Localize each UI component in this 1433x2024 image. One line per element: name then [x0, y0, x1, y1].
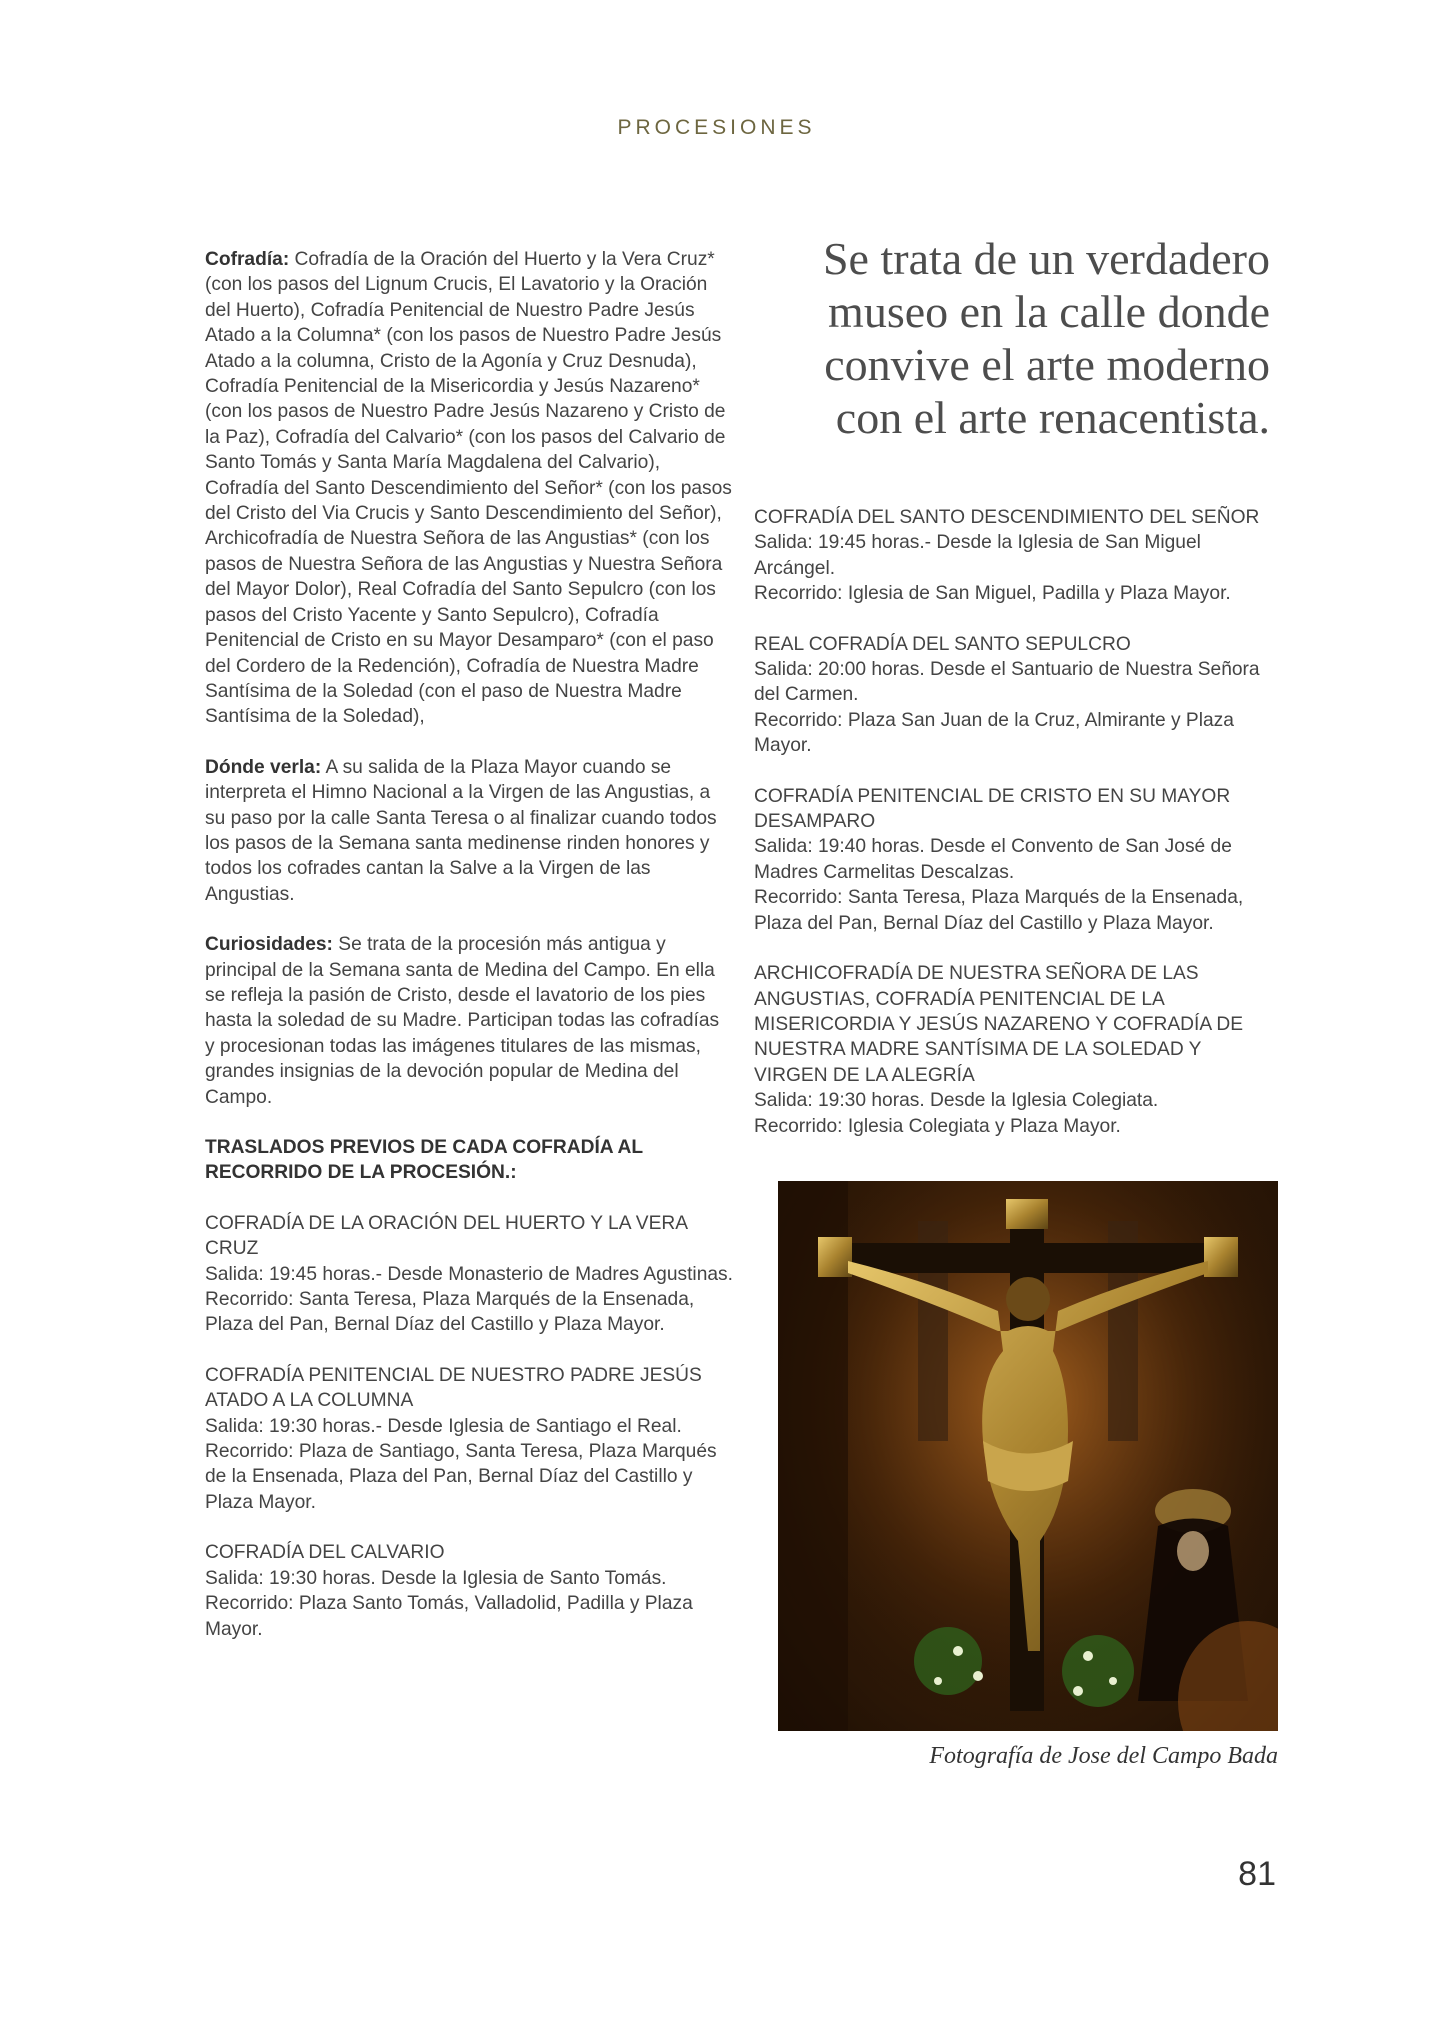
entry-recorrido: Recorrido: Santa Teresa, Plaza Marqués de la Ensenada, Plaza del Pan, Bernal Díaz del Castillo y Plaza Mayor. — [205, 1289, 695, 1336]
curiosidades-text: Se trata de la procesión más antigua y principal de la Semana santa de Medina del Campo. En ella se refleja la pasión de Cristo, desde el lavatorio de los pies hasta la soledad de su Madre. Participan todas las cofradías y procesionan todas las imágenes titulares de las mismas, grandes insignias de la devoción popular de Medina del Campo. — [205, 934, 720, 1108]
entry-salida: Salida: 19:45 horas.- Desde la Iglesia de San Miguel Arcángel. — [754, 532, 1201, 579]
cofradia-paragraph — [205, 247, 733, 730]
entry-recorrido: Recorrido: Plaza Santo Tomás, Valladolid, Padilla y Plaza Mayor. — [205, 1593, 693, 1640]
entry-salida: Salida: 19:45 horas.- Desde Monasterio de Madres Agustinas. — [205, 1263, 733, 1285]
cofradia-label: Cofradía: — [205, 249, 290, 270]
left-entry — [205, 1363, 733, 1515]
entry-salida: Salida: 19:30 horas. Desde la Iglesia de Santo Tomás. — [205, 1567, 667, 1589]
entry-name: COFRADÍA PENITENCIAL DE NUESTRO PADRE JESÚS ATADO A LA COLUMNA — [205, 1364, 702, 1412]
entry-recorrido: Recorrido: Santa Teresa, Plaza Marqués de la Ensenada, Plaza del Pan, Bernal Díaz del Castillo y Plaza Mayor. — [754, 887, 1244, 934]
crucifix-photo — [778, 1181, 1278, 1731]
entry-salida: Salida: 20:00 horas. Desde el Santuario de Nuestra Señora del Carmen. — [754, 659, 1260, 706]
left-entry — [205, 1540, 733, 1642]
donde-label: Dónde verla: — [205, 756, 322, 778]
entry-recorrido: Recorrido: Plaza de Santiago, Santa Teresa, Plaza Marqués de la Ensenada, Plaza del Pan, Bernal Díaz del Castillo y Plaza Mayor. — [205, 1441, 717, 1513]
traslados-heading: TRASLADOS PREVIOS DE CADA COFRADÍA AL RECORRIDO DE LA PROCESIÓN.: — [205, 1137, 643, 1184]
entry-salida: Salida: 19:30 horas. Desde la Iglesia Colegiata. — [754, 1090, 1159, 1112]
entry-name: REAL COFRADÍA DEL SANTO SEPULCRO — [754, 633, 1131, 655]
entry-salida: Salida: 19:40 horas. Desde el Convento de San José de Madres Carmelitas Descalzas. — [754, 836, 1232, 883]
curiosidades-paragraph — [205, 932, 733, 1110]
donde-text: A su salida de la Plaza Mayor cuando se interpreta el Himno Nacional a la Virgen de las Angustias, a su paso por la calle Santa Teresa o al finalizar cuando todos los pasos de la Semana santa medinense rinden honores y todos los cofrades cantan la Salve a la Virgen de las Angustias. — [205, 756, 717, 905]
entry-recorrido: Recorrido: Plaza San Juan de la Cruz, Almirante y Plaza Mayor. — [754, 709, 1234, 757]
right-entry — [754, 784, 1274, 936]
entry-name: COFRADÍA PENITENCIAL DE CRISTO EN SU MAYOR DESAMPARO — [754, 785, 1231, 833]
right-entry — [754, 505, 1274, 607]
cofradia-text: Cofradía de la Oración del Huerto y la Vera Cruz* (con los pasos del Lignum Crucis, El Lavatorio y la Oración del Huerto), Cofradía Penitencial de Nuestro Padre Jesús Atado a la Columna* (con los pasos de Nuestro Padre Jesús Atado a la columna, Cristo de la Agonía y Cruz Desnuda), Cofradía Penitencial de la Misericordia y Jesús Nazareno* (con los pasos de Nuestro Padre Jesús Nazareno y Cristo de la Paz), Cofradía del Calvario* (con los pasos del Calvario de Santo Tomás y Santa María Magdalena del Calvario), Cofradía del Santo Descendimiento del Señor* (con los pasos del Cristo del Via Crucis y Santo Descendimiento del Señor), Archicofradía de Nuestra Señora de las Angustias* (con los pasos de Nuestra Señora de las Angustias y Nuestra Señora del Mayor Dolor), Real Cofradía del Santo Sepulcro (con los pasos del Cristo Yacente y Santo Sepulcro), Cofradía Penitencial de Cristo en su Mayor Desamparo* (con el paso del Cordero de la Redención), Cofradía de Nuestra Madre Santísima de la Soledad (con el paso de Nuestra Madre Santísima de la Soledad), — [205, 249, 732, 728]
right-entry — [754, 961, 1274, 1139]
entry-name: COFRADÍA DEL CALVARIO — [205, 1542, 445, 1564]
pull-quote-line: con el arte renacentista. — [835, 392, 1270, 443]
section-header: PROCESIONES — [617, 116, 816, 139]
left-entry — [205, 1211, 733, 1338]
left-column — [205, 247, 733, 1667]
pull-quote-line: museo en la calle donde — [828, 286, 1270, 337]
pull-quote-line: convive el arte moderno — [824, 339, 1270, 390]
donde-paragraph — [205, 755, 733, 907]
photo-caption: Fotografía de Jose del Campo Bada — [929, 1743, 1278, 1769]
pull-quote — [760, 232, 1270, 444]
entry-name: COFRADÍA DE LA ORACIÓN DEL HUERTO Y LA VERA CRUZ — [205, 1212, 687, 1260]
entry-name: COFRADÍA DEL SANTO DESCENDIMIENTO DEL SEÑOR — [754, 507, 1260, 528]
entry-recorrido: Recorrido: Iglesia de San Miguel, Padilla y Plaza Mayor. — [754, 583, 1231, 605]
page-number: 81 — [1238, 1855, 1276, 1893]
crucifix-icon — [778, 1181, 1278, 1731]
right-entry — [754, 632, 1274, 759]
right-column — [754, 505, 1274, 1164]
entry-recorrido: Recorrido: Iglesia Colegiata y Plaza Mayor. — [754, 1115, 1121, 1137]
pull-quote-line: Se trata de un verdadero — [822, 233, 1270, 284]
entry-salida: Salida: 19:30 horas.- Desde Iglesia de Santiago el Real. — [205, 1415, 682, 1437]
entry-name: ARCHICOFRADÍA DE NUESTRA SEÑORA DE LAS ANGUSTIAS, COFRADÍA PENITENCIAL DE LA MISERICORDIA Y JESÚS NAZARENO Y COFRADÍA DE NUESTRA MADRE SANTÍSIMA DE LA SOLEDAD Y VIRGEN DE LA ALEGRÍA — [754, 963, 1244, 1086]
curiosidades-label: Curiosidades: — [205, 934, 333, 956]
